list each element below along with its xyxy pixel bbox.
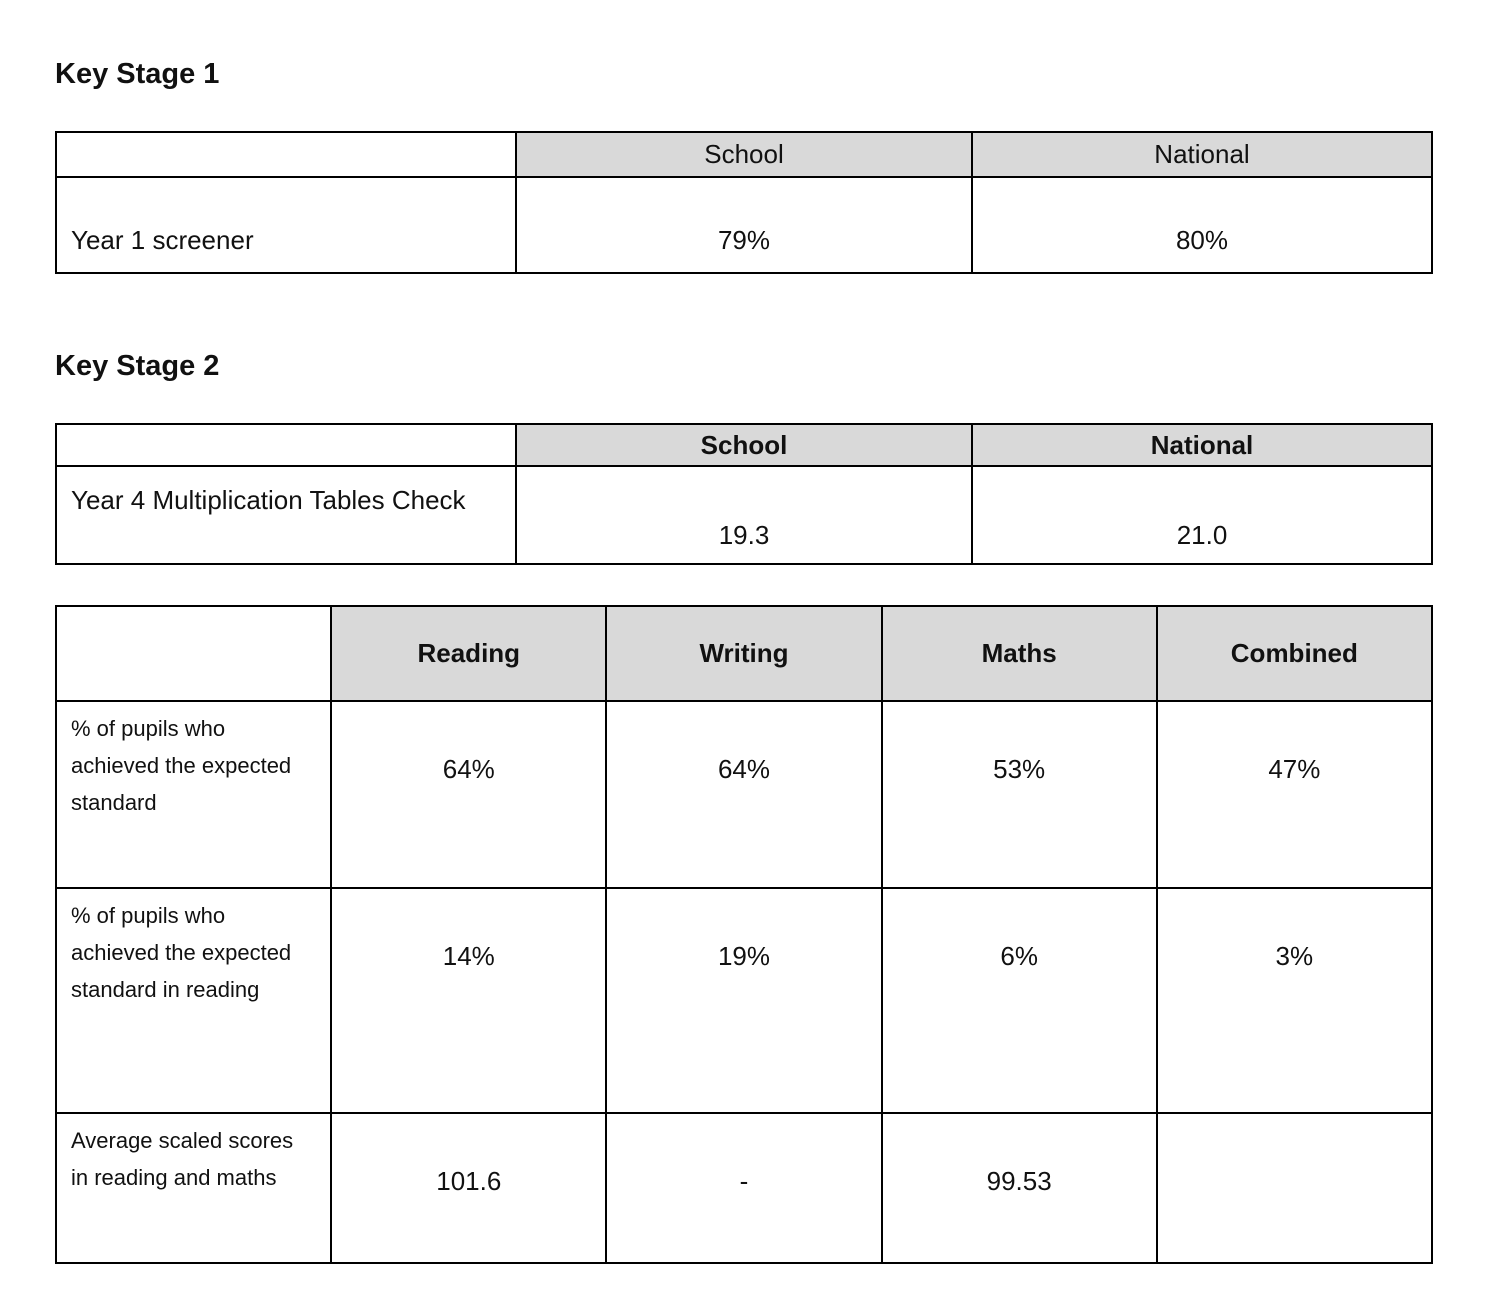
ks2-results-table xyxy=(55,605,1433,1264)
ks2-results-header-reading: Reading xyxy=(331,606,606,701)
ks2-mtc-school-value: 19.3 xyxy=(516,466,972,564)
ks2-heading: Key Stage 2 xyxy=(55,350,220,382)
table-row xyxy=(56,1113,1432,1263)
ks1-table-corner-cell xyxy=(56,132,516,177)
ks2-results-header-combined: Combined xyxy=(1157,606,1432,701)
expected-standard-reading-row-label: % of pupils who achieved the expected standard in reading xyxy=(56,888,331,1113)
ks2-mtc-table-header-row xyxy=(56,424,1432,466)
ks1-row-label: Year 1 screener xyxy=(56,177,516,273)
table-row xyxy=(56,466,1432,564)
expected-reading-combined-value: 3% xyxy=(1157,888,1432,1113)
table-row xyxy=(56,888,1432,1113)
expected-reading-maths-value: 6% xyxy=(882,888,1157,1113)
ks2-mtc-header-school: School xyxy=(516,424,972,466)
avg-scaled-scores-row-label: Average scaled scores in reading and maths xyxy=(56,1113,331,1263)
ks2-mtc-table-corner-cell xyxy=(56,424,516,466)
expected-standard-combined-value: 47% xyxy=(1157,701,1432,888)
ks2-mtc-national-value: 21.0 xyxy=(972,466,1432,564)
expected-standard-writing-value: 64% xyxy=(606,701,881,888)
ks1-table xyxy=(55,131,1433,274)
ks1-table-header-row xyxy=(56,132,1432,177)
ks2-results-corner-cell xyxy=(56,606,331,701)
ks2-mtc-header-national: National xyxy=(972,424,1432,466)
expected-reading-reading-value: 14% xyxy=(331,888,606,1113)
ks1-heading: Key Stage 1 xyxy=(55,58,220,90)
expected-standard-maths-value: 53% xyxy=(882,701,1157,888)
avg-scaled-writing-value: - xyxy=(606,1113,881,1263)
ks2-results-header-row xyxy=(56,606,1432,701)
avg-scaled-maths-value: 99.53 xyxy=(882,1113,1157,1263)
avg-scaled-combined-value xyxy=(1157,1113,1432,1263)
table-row xyxy=(56,701,1432,888)
ks1-table-header-national: National xyxy=(972,132,1432,177)
expected-standard-row-label: % of pupils who achieved the expected standard xyxy=(56,701,331,888)
ks1-school-value: 79% xyxy=(516,177,972,273)
ks1-national-value: 80% xyxy=(972,177,1432,273)
avg-scaled-reading-value: 101.6 xyxy=(331,1113,606,1263)
ks2-results-header-maths: Maths xyxy=(882,606,1157,701)
ks2-mtc-table xyxy=(55,423,1433,565)
ks2-mtc-row-label: Year 4 Multiplication Tables Check xyxy=(56,466,516,564)
expected-reading-writing-value: 19% xyxy=(606,888,881,1113)
expected-standard-reading-value: 64% xyxy=(331,701,606,888)
ks1-table-header-school: School xyxy=(516,132,972,177)
table-row xyxy=(56,177,1432,273)
ks2-results-header-writing: Writing xyxy=(606,606,881,701)
